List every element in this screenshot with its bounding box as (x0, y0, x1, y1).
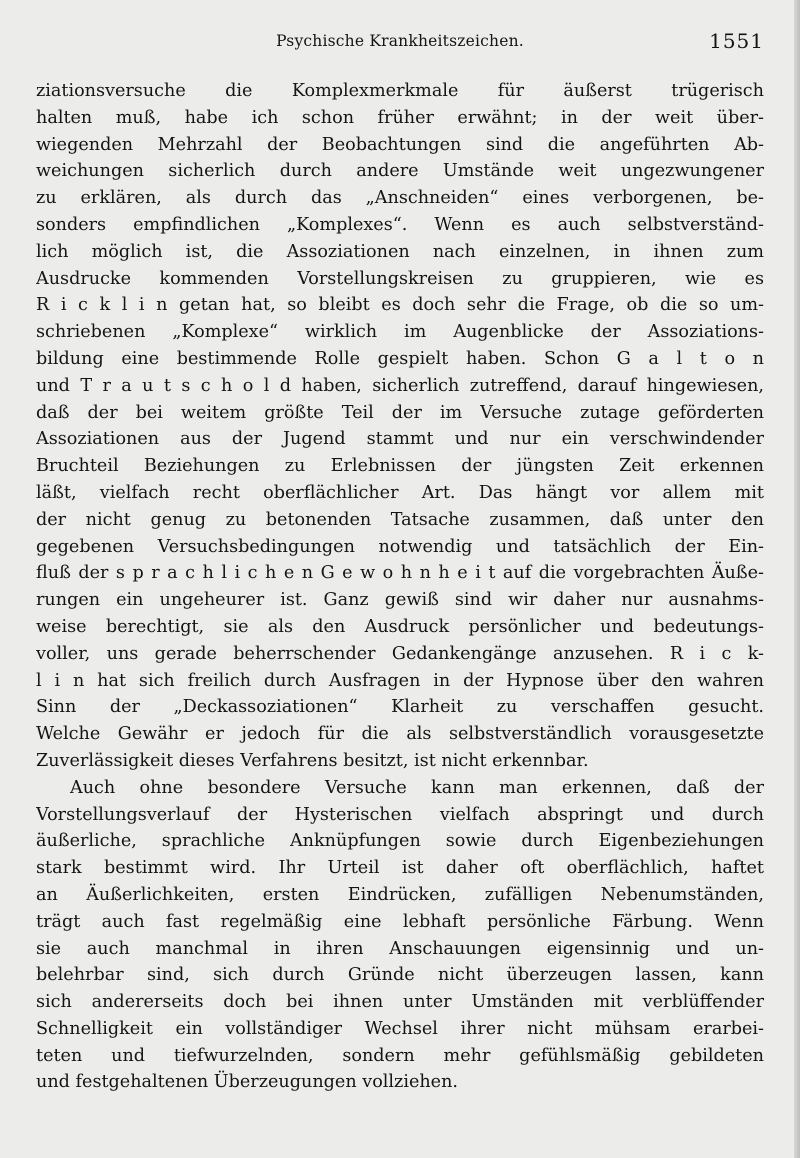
text-line: läßt, vielfach recht oberflächlicher Art. Das hängt vor allem mit (36, 482, 764, 503)
text-line: an Äußerlichkeiten, ersten Eindrücken, zufälligen Nebenumständen, (36, 884, 764, 905)
text-line: voller, uns gerade beherrschender Gedankengänge anzusehen. R i c k- (36, 643, 764, 664)
text-line: teten und tiefwurzelnden, sondern mehr gefühlsmäßig gebildeten (36, 1045, 764, 1066)
body-text (36, 78, 764, 1096)
text-line: rungen ein ungeheurer ist. Ganz gewiß sind wir daher nur ausnahms- (36, 590, 764, 611)
text-line: Sinn der „Deckassoziationen“ Klarheit zu verschaffen gesucht. (36, 697, 764, 718)
text-line: ziationsversuche die Komplexmerkmale für äußerst trügerisch (36, 81, 764, 101)
paragraph-start-line: Auch ohne besondere Versuche kann man erkennen, daß der (70, 777, 764, 798)
text-line: lich möglich ist, die Assoziationen nach einzelnen, in ihnen zum (36, 241, 764, 262)
text-line: sich andererseits doch bei ihnen unter Umständen mit verblüffender (36, 992, 764, 1013)
text-line: der nicht genug zu betonenden Tatsache zusammen, daß unter den (36, 509, 764, 530)
text-line: wiegenden Mehrzahl der Beobachtungen sind die angeführten Ab- (36, 134, 764, 155)
text-line: Welche Gewähr er jedoch für die als selbstverständlich vorausgesetzte (36, 724, 764, 745)
text-line: Ausdrucke kommenden Vorstellungskreisen zu gruppieren, wie es (36, 268, 764, 289)
text-line: bildung eine bestimmende Rolle gespielt haben. Schon G a l t o n (36, 348, 764, 369)
page-number: 1551 (709, 29, 764, 53)
running-title: Psychische Krankheitszeichen. (276, 32, 524, 50)
text-line: R i c k l i n getan hat, so bleibt es doch sehr die Frage, ob die so um- (36, 295, 764, 316)
text-line: Bruchteil Beziehungen zu Erlebnissen der jüngsten Zeit erkennen (36, 456, 764, 477)
paragraph-end-line: Zuverlässigkeit dieses Verfahrens besitzt, ist nicht erkennbar. (36, 750, 589, 771)
text-line: fluß der s p r a c h l i c h e n G e w o h n h e i t auf die vorgebrachten Äuße- (36, 563, 764, 584)
text-line: gegebenen Versuchsbedingungen notwendig und tatsächlich der Ein- (36, 536, 764, 557)
text-line: daß der bei weitem größte Teil der im Versuche zutage geförderten (36, 402, 764, 423)
text-line: sonders empfindlichen „Komplexes“. Wenn es auch selbstverständ- (36, 214, 764, 235)
text-line: Schnelligkeit ein vollständiger Wechsel ihrer nicht mühsam erarbei- (36, 1018, 764, 1039)
text-line: und T r a u t s c h o l d haben, sicherlich zutreffend, darauf hingewiesen, (36, 375, 764, 396)
text-line: stark bestimmt wird. Ihr Urteil ist daher oft oberflächlich, haftet (36, 858, 764, 879)
page-header (36, 29, 764, 56)
text-line: sie auch manchmal in ihren Anschauungen eigensinnig und un- (36, 938, 764, 959)
text-line: zu erklären, als durch das „Anschneiden“ eines verborgenen, be- (36, 188, 764, 209)
text-line: halten muß, habe ich schon früher erwähnt; in der weit über- (36, 107, 764, 128)
paragraph-end-line: und festgehaltenen Überzeugungen vollziehen. (36, 1072, 459, 1093)
page-edge (794, 0, 800, 1158)
text-line: trägt auch fast regelmäßig eine lebhaft persönliche Färbung. Wenn (36, 911, 764, 932)
text-line: l i n hat sich freilich durch Ausfragen in der Hypnose über den wahren (36, 670, 764, 691)
text-line: weise berechtigt, sie als den Ausdruck persönlicher und bedeutungs- (36, 616, 764, 637)
text-line: äußerliche, sprachliche Anknüpfungen sowie durch Eigenbeziehungen (36, 831, 764, 852)
text-line: Assoziationen aus der Jugend stammt und nur ein verschwindender (36, 429, 764, 450)
text-line: weichungen sicherlich durch andere Umstände weit ungezwungener (36, 161, 764, 182)
text-line: schriebenen „Komplexe“ wirklich im Augenblicke der Assoziations- (36, 322, 764, 343)
text-line: Vorstellungsverlauf der Hysterischen vielfach abspringt und durch (36, 804, 764, 825)
text-line: belehrbar sind, sich durch Gründe nicht überzeugen lassen, kann (36, 965, 764, 986)
